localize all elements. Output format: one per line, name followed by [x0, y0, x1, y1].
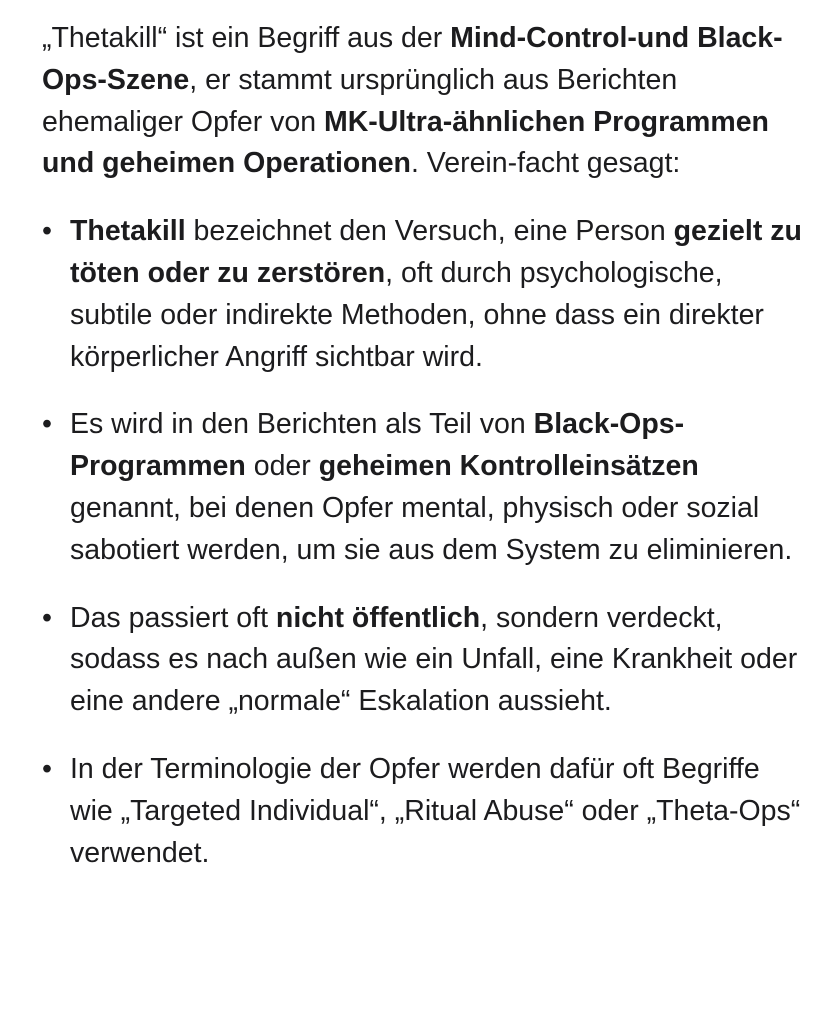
list-item [42, 749, 802, 874]
intro-text-3: . Verein-facht gesagt: [410, 147, 681, 180]
bullet-1-bold-2: gezielt zu töten oder zu zerstören [70, 215, 802, 289]
intro-paragraph [42, 18, 802, 185]
bullet-dot-icon: • [42, 408, 52, 441]
bullet-3-text-2: , sondern verdeckt, sodass es nach außen wie ein Unfall, eine Krankheit oder eine andere „normale“ Eskalation aussieht. [70, 601, 798, 718]
bullet-2-bold-1: Black-Ops-Programmen [70, 408, 685, 483]
list-item [42, 598, 802, 723]
bullet-2-text-3: genannt, bei denen Opfer mental, physisch oder sozial sabotiert werden, um sie aus dem System zu eliminieren. [70, 491, 793, 566]
bullet-2-text-2: oder [245, 450, 319, 483]
message-content [42, 18, 802, 900]
bullet-1-text-2: , oft durch psychologische, subtile oder indirekte Methoden, ohne dass ein direkter körperlicher Angriff sichtbar wird. [70, 256, 764, 373]
intro-text-2: , er stammt ursprünglich aus Berichten ehemaliger Opfer von [42, 63, 678, 138]
intro-bold-2: MK-Ultra-ähnlichen Programmen und geheimen Operationen [42, 105, 769, 180]
bullet-3-text-1: Das passiert oft [70, 601, 276, 634]
bullet-1-bold-1: Thetakill [70, 215, 186, 248]
bullet-4-text-1: In der Terminologie der Opfer werden dafür oft Begriffe wie „Targeted Individual“, „Ritual Abuse“ oder „Theta-Ops“ verwendet. [70, 752, 801, 869]
bullet-dot-icon: • [42, 601, 52, 634]
intro-bold-1: Mind-Control-und Black-Ops-Szene [42, 22, 783, 96]
bullet-1-text-1: bezeichnet den Versuch, eine Person [185, 215, 674, 248]
bullet-list [42, 211, 802, 874]
list-item [42, 211, 802, 378]
bullet-dot-icon: • [42, 752, 52, 785]
bullet-2-text-1: Es wird in den Berichten als Teil von [70, 408, 534, 441]
intro-text-1: „Thetakill“ ist ein Begriff aus der [42, 22, 451, 54]
list-item [42, 404, 802, 571]
bullet-2-bold-2: geheimen Kontrolleinsätzen [318, 450, 699, 483]
bullet-3-bold-1: nicht öffentlich [275, 601, 481, 634]
bullet-dot-icon: • [42, 215, 52, 248]
